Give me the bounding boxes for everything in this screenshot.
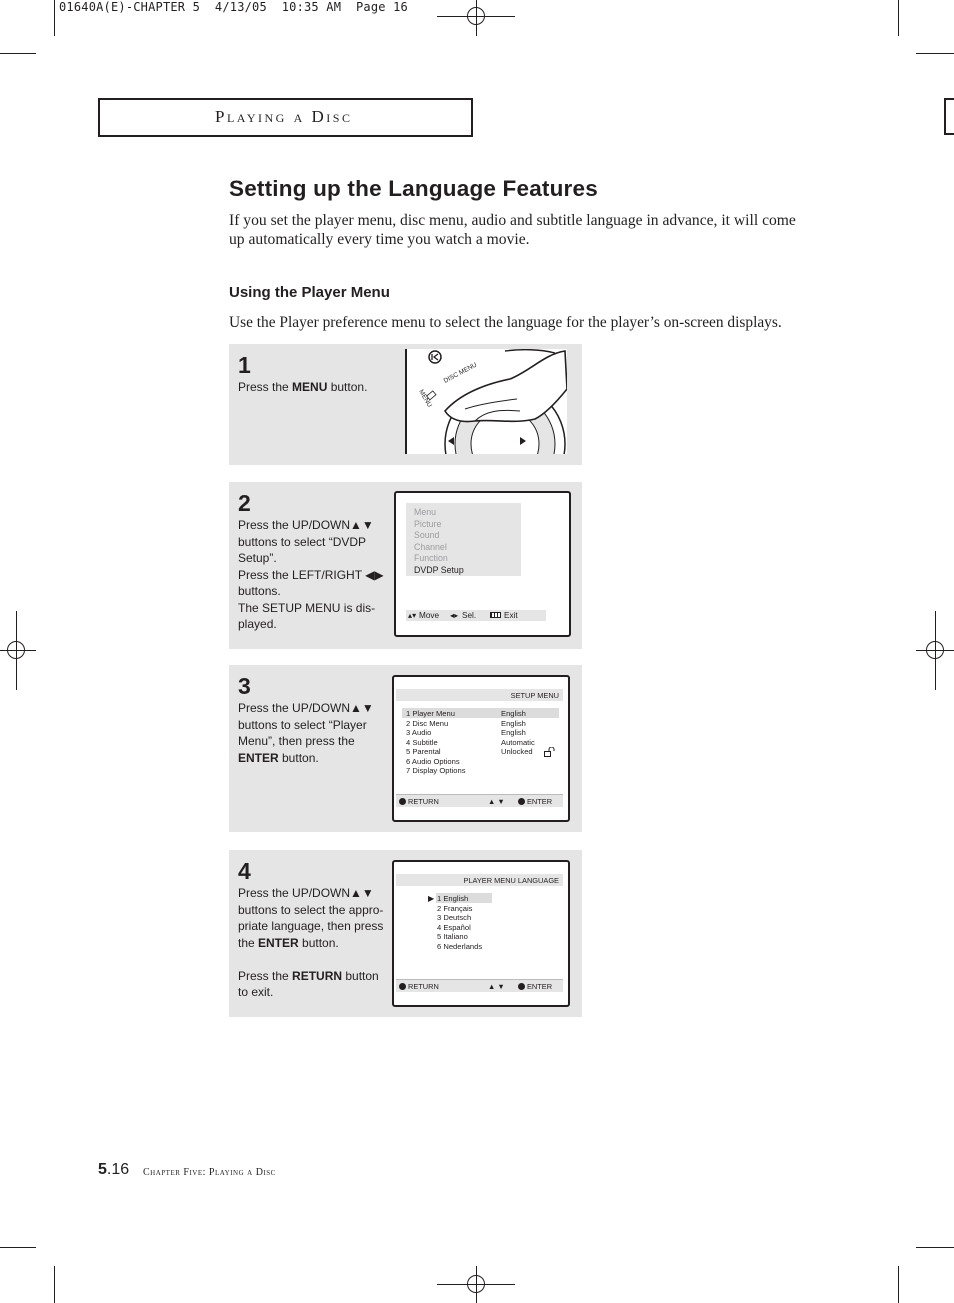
up-down-arrows-icon: ▲ ▼: [488, 797, 505, 806]
registration-mark: [467, 7, 485, 25]
return-icon: [399, 798, 406, 805]
screen-footer: RETURN ▲ ▼ ENTER: [396, 979, 563, 992]
step-4: [229, 850, 582, 1017]
step-number: 2: [238, 490, 251, 516]
setup-row-label: 7 Display Options: [406, 766, 466, 775]
section-paragraph: Use the Player preference menu to select the language for the player’s on-screen displays.: [229, 314, 782, 331]
screen-header: [396, 874, 563, 886]
selection-pointer-icon: ▶: [428, 894, 435, 903]
language-option: 2 Français: [437, 903, 473, 913]
language-option: 4 Español: [437, 922, 471, 932]
screen-header: [396, 689, 563, 701]
return-key-label: RETURN: [292, 968, 343, 983]
step-number: 1: [238, 352, 251, 378]
crop-mark: [898, 0, 899, 36]
enter-key-label: ENTER: [238, 750, 279, 765]
tv-screen-setup-menu: [392, 675, 570, 822]
menu-item-selected: DVDP Setup: [414, 564, 464, 575]
menu-item: Sound: [414, 530, 440, 540]
setup-menu-title: SETUP MENU: [510, 691, 559, 700]
page-number: 5.16: [98, 1161, 130, 1178]
registration-mark: [7, 641, 25, 659]
page-title: Setting up the Language Features: [229, 176, 598, 201]
left-right-arrows-icon: ◂▸: [450, 611, 459, 620]
step-2: [229, 482, 582, 649]
setup-row-value: Unlocked: [501, 747, 533, 756]
up-down-arrows-icon: ▲ ▼: [488, 982, 505, 991]
language-option: 3 Deutsch: [437, 913, 472, 922]
menu-item: Picture: [414, 518, 442, 529]
step-number: 4: [238, 858, 251, 884]
chapter-header: Playing a Disc: [98, 98, 473, 137]
step-3: [229, 665, 582, 832]
chapter-tab: [944, 98, 954, 135]
exit-menu-icon: [490, 612, 501, 618]
unlocked-padlock-icon: [544, 747, 556, 757]
tv-screen-language-menu: [392, 860, 570, 1007]
setup-row-label: 2 Disc Menu: [406, 718, 449, 728]
step-number: 3: [238, 673, 251, 699]
tv-screen-main-menu: [394, 491, 571, 637]
enter-icon: [518, 798, 525, 805]
main-menu-list: [406, 503, 521, 576]
menu-label: MENU: [417, 388, 433, 409]
crop-mark: [54, 1266, 55, 1303]
setup-row-value: English: [501, 709, 526, 718]
navigation-bar: ▴▾ Move ◂▸ Sel. Exit: [406, 610, 546, 621]
return-icon: [399, 983, 406, 990]
registration-mark: [467, 1275, 485, 1293]
step-instruction: Press the MENU button.: [238, 380, 368, 394]
remote-hand-drawing: [405, 349, 567, 454]
setup-row-label: 6 Audio Options: [406, 756, 460, 766]
setup-row-label: 4 Subtitle: [406, 737, 438, 747]
crop-mark: [0, 1247, 36, 1248]
setup-row-label: 3 Audio: [406, 728, 432, 737]
enter-icon: [518, 983, 525, 990]
up-down-arrows-icon: ▴▾: [408, 611, 417, 620]
step-instruction: Press the UP/DOWN▲▼ buttons to select “Player Menu”, then press the ENTER button.: [238, 701, 374, 765]
setup-row-label: 5 Parental: [406, 747, 441, 756]
crop-mark: [916, 53, 954, 54]
enter-key-label: ENTER: [258, 935, 299, 950]
setup-row-label: 1 Player Menu: [406, 709, 455, 718]
menu-item: Menu: [414, 507, 437, 517]
crop-mark: [916, 1247, 954, 1248]
section-heading: Using the Player Menu: [229, 284, 390, 301]
crop-mark: [0, 53, 36, 54]
menu-item: Channel: [414, 541, 447, 552]
setup-row-value: Automatic: [501, 737, 535, 747]
crop-mark: [54, 0, 55, 36]
step-1: [229, 344, 582, 465]
remote-illustration: [405, 349, 567, 454]
step-instruction: Press the UP/DOWN▲▼ buttons to select “DVDP Setup”. Press the LEFT/RIGHT ◀▶ buttons. The SETUP MENU is dis- played.: [238, 518, 384, 631]
registration-mark: [926, 641, 944, 659]
disc-menu-label: DISC MENU: [442, 361, 479, 385]
language-menu-title: PLAYER MENU LANGUAGE: [463, 876, 559, 885]
menu-key-label: MENU: [292, 380, 328, 394]
footer-chapter-title: Chapter Five: Playing a Disc: [143, 1167, 276, 1178]
language-option: 1 English: [437, 894, 469, 903]
screen-footer: RETURN ▲ ▼ ENTER: [396, 794, 563, 807]
setup-row-value: English: [501, 718, 526, 728]
language-option: 6 Nederlands: [437, 941, 483, 951]
step-instruction: Press the UP/DOWN▲▼ buttons to select the appro- priate language, then press the ENTER button. Press the RETURN button to exit.: [238, 886, 384, 999]
language-option: 5 Italiano: [437, 932, 468, 941]
crop-mark: [898, 1266, 899, 1303]
menu-item: Function: [414, 553, 448, 563]
setup-row-value: English: [501, 728, 526, 737]
print-slug: 01640A(E)-CHAPTER 5 4/13/05 10:35 AM Page 16: [59, 0, 408, 14]
intro-paragraph: If you set the player menu, disc menu, audio and subtitle language in advance, it will come up automatically every time you watch a movie.: [229, 212, 796, 248]
